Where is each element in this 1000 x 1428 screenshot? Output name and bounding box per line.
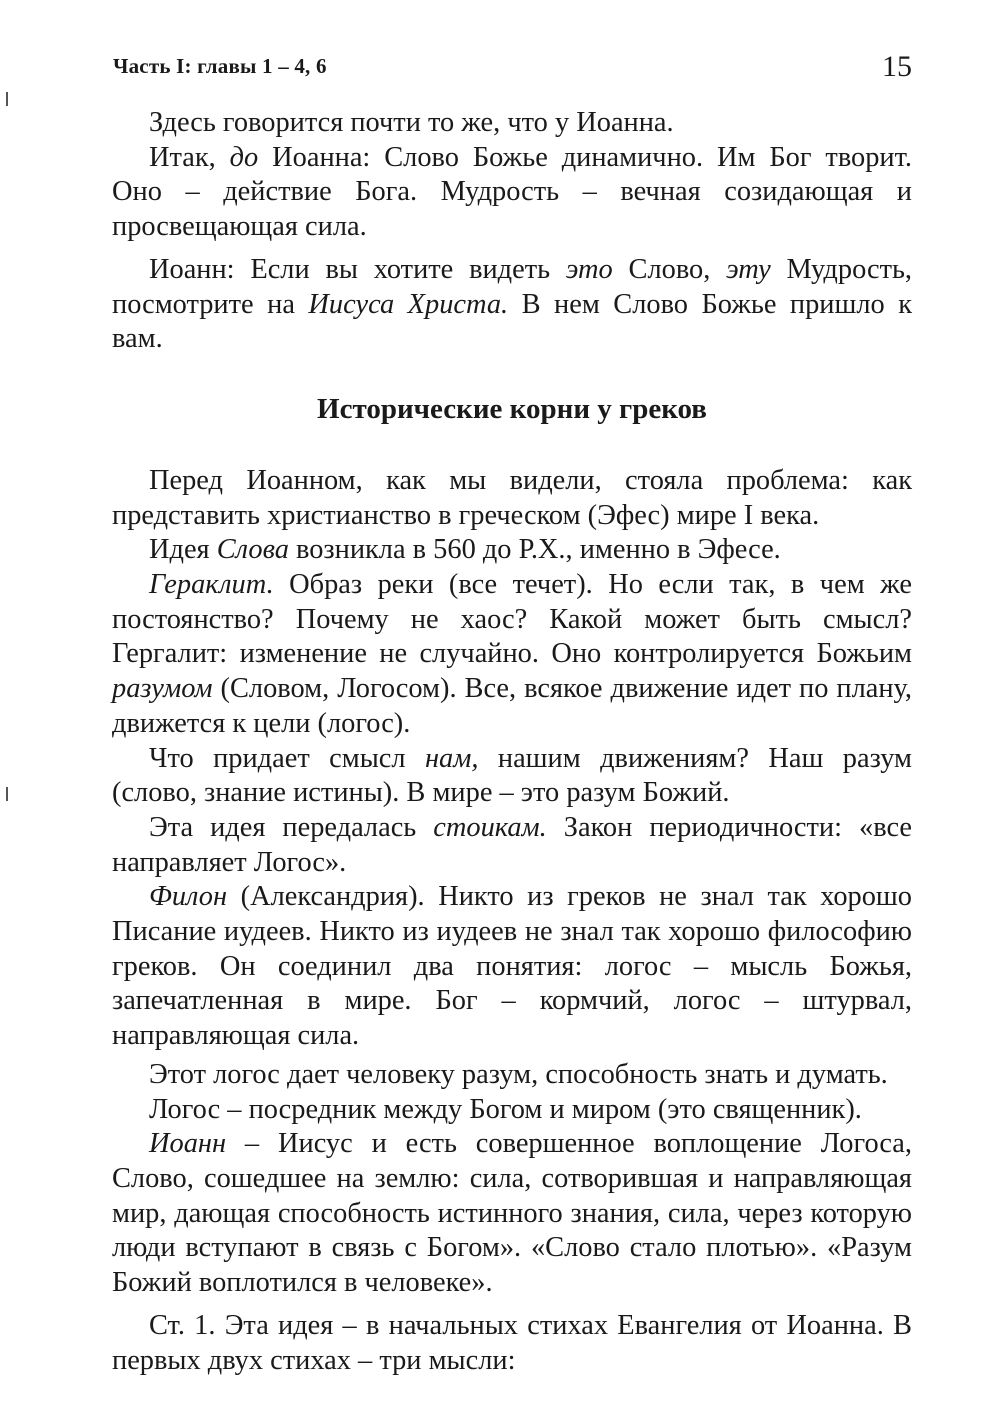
paragraph: Иоанн – Иисус и есть совершенное воплощение Логоса, Слово, сошедшее на землю: сила, сотворившая и направляющая мир, дающая способность истинного знания, сила, через которую люди вступают в связь с Богом». «Слово стало плотью». «Разум Божий воплотился в человеке». — [112, 1128, 912, 1299]
paragraph: Филон (Александрия). Никто из греков не знал так хорошо Писание иудеев. Никто из иудеев не знал так хорошо философию греков. Он соединил два понятия: логос – мысль Божья, запечатленная в мире. Бог – кормчий, логос – штурвал, направляющая сила. — [112, 881, 912, 1052]
paragraph: Идея Слова возникла в 560 до Р.Х., именно в Эфесе. — [149, 534, 781, 566]
paragraph: Иоанн: Если вы хотите видеть это Слово, эту Мудрость, посмотрите на Иисуса Христа. В нем Слово Божье пришло к вам. — [112, 253, 913, 355]
paragraph: Ст. 1. Эта идея – в начальных стихах Евангелия от Иоанна. В первых двух стихах – три мысли: — [112, 1309, 912, 1376]
paragraph: Что придает смысл нам, нашим движениям? Наш разум (слово, знание истины). В мире – это разум Божий. — [112, 742, 912, 809]
paragraph: Гераклит. Образ реки (все течет). Но если так, в чем же постоянство? Почему не хаос? Какой может быть смысл? Гергалит: изменение не случайно. Оно контролируется Божьим разумом (Словом, Логосом). Все, всякое движение идет по плану, движется к цели (логос). — [112, 569, 912, 739]
paragraph: Итак, до Иоанна: Слово Божье динамично. Им Бог творит. Оно – действие Бога. Мудрость – вечная созидающая и просвещающая сила. — [112, 141, 912, 243]
margin-mark — [6, 92, 8, 106]
paragraph: Логос – посредник между Богом и миром (это священник). — [149, 1093, 862, 1125]
running-title: Часть I: главы 1 – 4, 6 — [113, 54, 327, 78]
paragraph: Эта идея передалась стоикам. Закон периодичности: «все направляет Логос». — [112, 811, 912, 878]
section-heading: Исторические корни у греков — [317, 392, 707, 425]
paragraph: Этот логос дает человеку разум, способность знать и думать. — [149, 1058, 888, 1090]
margin-mark — [6, 787, 8, 801]
paragraph: Перед Иоанном, как мы видели, стояла проблема: как представить христианство в греческом (Эфес) мире I века. — [112, 464, 912, 531]
page-number: 15 — [882, 50, 912, 83]
paragraph: Здесь говорится почти то же, что у Иоанна. — [149, 107, 674, 138]
body-text — [112, 106, 912, 1378]
